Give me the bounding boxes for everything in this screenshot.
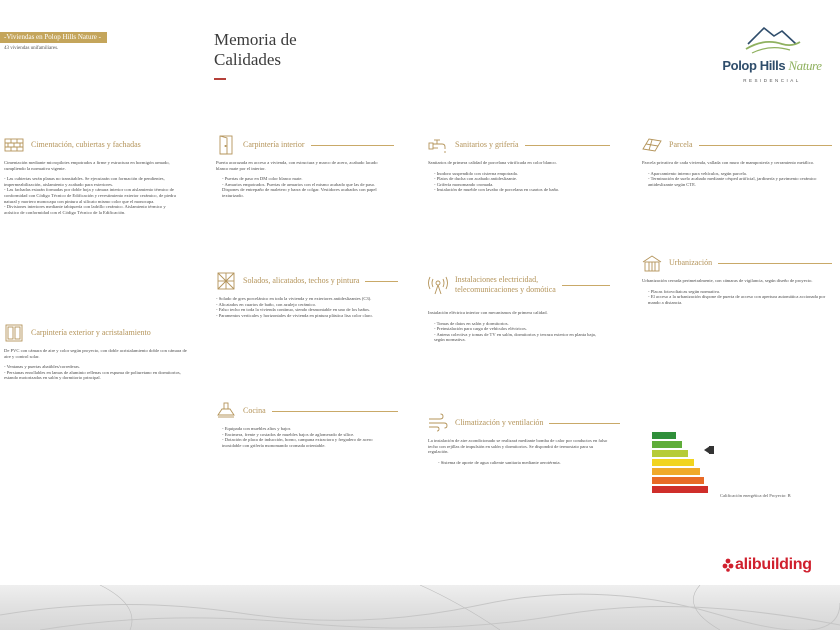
section-carpinteria-interior — [216, 132, 394, 232]
section-divider — [311, 145, 394, 146]
section-carpinteria-exterior — [4, 320, 194, 420]
section-instalaciones — [428, 270, 610, 390]
logo-wordmark — [720, 58, 824, 74]
section-divider — [562, 285, 610, 286]
section-intro: Puerta acorazada en acceso a vivienda, con estructura y marco de acero, acabado lacado blanco mate por el interior. — [216, 160, 378, 171]
list-item: - Sistema de aporte de agua caliente sanitaria mediante aerotérmia. — [438, 460, 610, 466]
section-urbanizacion — [642, 250, 832, 340]
section-header — [428, 270, 610, 300]
energy-bar-a — [652, 432, 676, 439]
section-title: Cocina — [243, 406, 266, 415]
section-list — [428, 321, 604, 343]
energy-bar-f — [652, 477, 704, 484]
section-title-line-1: Instalaciones electricidad, — [455, 275, 539, 284]
section-title — [455, 275, 556, 295]
section-intro: De PVC con cámara de aire y color según proyecto, con doble acristalamiento doble con cámara de aire y control solar. — [4, 348, 187, 359]
section-intro: Cimentación mediante micropilotes empotrados a firme y estructura en hormigón armado, cumpliendo la normativa vigente. — [4, 160, 170, 171]
section-parcela — [642, 132, 832, 222]
energy-rating-chart — [652, 432, 832, 502]
faucet-icon — [428, 135, 448, 155]
section-header — [642, 132, 832, 158]
window-icon — [4, 323, 24, 343]
section-intro: Instalación eléctrica interior con mecanismos de primera calidad. — [428, 310, 548, 315]
section-list — [4, 176, 180, 215]
section-divider — [365, 281, 398, 282]
brand-name: alibuilding — [735, 556, 812, 573]
section-body — [642, 278, 830, 310]
marble-footer-texture — [0, 585, 840, 630]
units-subtitle: 43 viviendas unifamiliares. — [4, 46, 59, 51]
section-divider — [525, 145, 610, 146]
section-list — [642, 289, 830, 306]
list-item: - Grifería monomando cromada. — [434, 182, 604, 188]
page-title — [214, 30, 344, 70]
section-title-line-2: telecomunicaciones y domótica — [455, 285, 556, 294]
alibuilding-brand — [722, 556, 812, 574]
section-title: Sanitarios y grifería — [455, 140, 519, 149]
section-list — [428, 171, 604, 193]
section-header — [216, 398, 398, 424]
section-header — [4, 132, 184, 158]
section-title: Carpintería exterior y acristalamiento — [31, 328, 151, 337]
section-body — [428, 160, 604, 198]
rating-arrow-body — [709, 446, 714, 454]
section-body — [4, 348, 190, 386]
section-list — [216, 176, 386, 198]
section-list — [216, 426, 392, 448]
section-body — [216, 426, 392, 453]
section-body — [216, 296, 394, 323]
section-title: Cimentación, cubiertas y fachadas — [31, 140, 141, 149]
section-header — [216, 132, 394, 158]
gate-icon — [642, 253, 662, 273]
list-item: - Las fachadas estarán formadas por doble hoja y cámara interior con aislamiento térmico de conformidad con Código Técnico de Edificación y revestimiento exterior cerámico, de piedra natural y mortero monocapa con pintura al silicato mismo color que el monocapa. — [4, 187, 180, 204]
list-item: - Falso techo en toda la vivienda continuo, siendo desmontable en uno de los baños. — [216, 307, 394, 313]
list-item: - Divisiones interiores mediante tabiquería con ladrillo cerámico. Aislamiento térmico y acústico de conformidad con el Código Técnico de la Edificación. — [4, 204, 180, 215]
kitchen-hood-icon — [216, 401, 236, 421]
section-header — [642, 250, 832, 276]
section-list — [642, 171, 830, 188]
list-item: - Tomas de datos en salón y dormitorios. — [434, 321, 604, 327]
energy-bar-g — [652, 486, 708, 493]
section-body — [428, 310, 604, 348]
development-badge: -Viviendas en Polop Hills Nature - — [0, 32, 107, 43]
section-intro: Sanitarios de primera calidad de porcelana vitrificada en color blanco. — [428, 160, 557, 165]
section-header — [428, 410, 620, 436]
list-item: - Platos de ducha con acabado antideslizante. — [434, 176, 604, 182]
section-cocina — [216, 398, 398, 478]
section-cimentacion — [4, 132, 184, 282]
section-intro: Urbanización cerrada perimetralmente, con cámaras de vigilancia, según diseño de proyecto. — [642, 278, 813, 283]
list-item: - Armarios empotrados. Puertas de armarios con el mismo acabado que las de paso. Dispones de entrepaño de maletero y barra de colgar. Vestidores acabados con papel texturizado. — [222, 182, 386, 199]
polop-hills-logo — [720, 22, 824, 94]
section-intro: La instalación de aire acondicionado se realizará mediante bomba de calor por conductos en falso techo con rejillas de impulsión en salón y dormitorios. Se dispondrá de termostato para su regulación. — [428, 438, 608, 455]
energy-bar-c — [652, 450, 688, 457]
title-line-2: Calidades — [214, 50, 282, 69]
list-item: - Las cubiertas serán planas no transitables. Se ejecutarán con formación de pendientes, impermeabilización, aislamiento y acabado para exteriores. — [4, 176, 180, 187]
section-climatizacion — [428, 410, 620, 510]
logo-name-accent: Nature — [788, 58, 822, 73]
section-divider — [718, 263, 832, 264]
list-item: - Terminación de suelo acabado mediante césped artificial, jardinería y pavimento cerámico antideslizante según CTE. — [648, 176, 830, 187]
section-divider — [549, 423, 620, 424]
mountain-logo-icon — [742, 22, 802, 56]
section-title: Urbanización — [669, 258, 713, 267]
section-solados — [216, 268, 398, 358]
section-body — [428, 438, 610, 470]
list-item: - Puertas de paso en DM color blanco mate. — [222, 176, 386, 182]
section-divider — [699, 145, 832, 146]
list-item: - Ventanas y puertas abatibles/correderas. — [4, 364, 190, 370]
section-title: Climatización y ventilación — [455, 418, 544, 427]
list-item: - Dotación de placa de inducción, horno, campana extractora y fregadero de acero inoxidable con grifería monomando cromada orientable. — [222, 437, 392, 448]
list-item: - Equipada con muebles altos y bajos — [222, 426, 392, 432]
logo-tagline: RESIDENCIAL — [743, 78, 801, 83]
antenna-icon — [428, 275, 448, 295]
air-flow-icon — [428, 413, 448, 433]
section-body — [216, 160, 386, 204]
list-item: - Antena colectiva y tomas de TV en salón, dormitorios y terraza exterior en planta baja, según normativa. — [434, 332, 604, 343]
energy-bar-e — [652, 468, 700, 475]
section-header — [428, 132, 610, 158]
title-line-1: Memoria de — [214, 30, 297, 49]
tiles-icon — [216, 271, 236, 291]
list-item: - Alicatados en cuartos de baño, con azulejo cerámico. — [216, 302, 394, 308]
land-plot-icon — [642, 135, 662, 155]
section-sanitarios — [428, 132, 610, 242]
section-body — [642, 160, 830, 192]
title-accent-dash — [214, 78, 226, 80]
list-item: - Preinstalación para carga de vehículos eléctricos. — [434, 326, 604, 332]
energy-caption: Calificación energética del Proyecto: B — [720, 493, 791, 498]
section-list — [4, 364, 190, 381]
list-item: - Instalación de mueble con lavabo de porcelana en cuartos de baño. — [434, 187, 604, 193]
section-body — [4, 160, 180, 220]
energy-bar-d — [652, 459, 694, 466]
section-list — [428, 460, 610, 466]
list-item: - Persianas enrollables en lamas de aluminio rellenas con espuma de poliuretano en dormitorios, estando motorizadas en salón y dormitorio principal. — [4, 370, 190, 381]
logo-name-main: Polop Hills — [722, 58, 789, 73]
list-item: - El acceso a la urbanización dispone de puerta de acceso con apertura automática accionada por mando a distancia. — [648, 294, 830, 305]
section-header — [216, 268, 398, 294]
section-title: Parcela — [669, 140, 693, 149]
section-intro: Parcela privativa de cada vivienda, vallada con muro de mampostería y cerramiento metálico. — [642, 160, 815, 165]
alibuilding-mark-icon — [722, 558, 734, 572]
brick-wall-icon — [4, 135, 24, 155]
list-item: - Placas fotovoltaicas según normativa. — [648, 289, 830, 295]
section-title: Solados, alicatados, techos y pintura — [243, 276, 360, 285]
list-item: - Paramentos verticales y horizontales de vivienda en pintura plástica lisa color claro. — [216, 313, 394, 319]
section-list — [216, 296, 394, 318]
list-item: - Aparcamiento interno para vehículos, según parcela. — [648, 171, 830, 177]
energy-bar-b — [652, 441, 682, 448]
list-item: - Solado de gres porcelánico en toda la vivienda y en exteriores antideslizantes (C3). — [216, 296, 394, 302]
section-header — [4, 320, 194, 346]
list-item: - Encimera, frente y costados de muebles bajos de aglomerado de sílice. — [222, 432, 392, 438]
list-item: - Inodoro suspendido con cisterna empotrada. — [434, 171, 604, 177]
door-icon — [216, 135, 236, 155]
section-divider — [272, 411, 398, 412]
section-title: Carpintería interior — [243, 140, 305, 149]
